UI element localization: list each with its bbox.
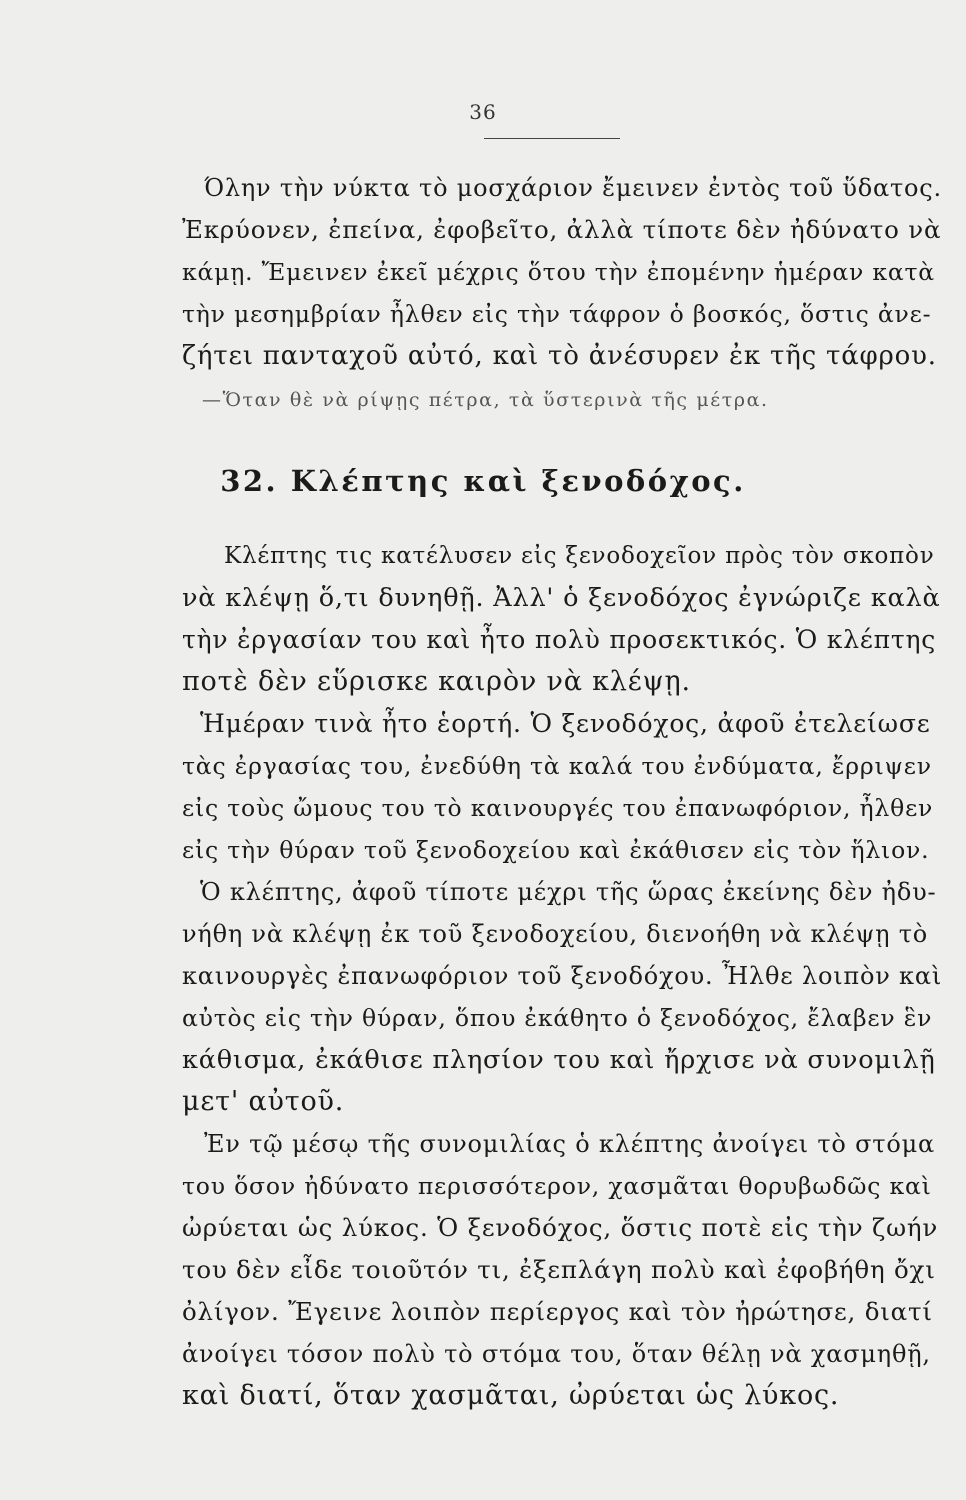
paragraph-1-line: Όλην τὴν νύκτα τὸ μοσχάριον ἔμεινεν ἐντὸς τοῦ ὕδατος. bbox=[204, 174, 942, 202]
paragraph-1-line: κάμῃ. Ἔμεινεν ἐκεῖ μέχρις ὅτου τὴν ἐπομένην ἡμέραν κατὰ bbox=[182, 258, 935, 286]
paragraph-3-line: Ἡμέραν τινὰ ἦτο ἑορτή. Ὁ ξενοδόχος, ἀφοῦ ἐτελείωσε bbox=[200, 709, 931, 738]
paragraph-4-line: μετ' αὐτοῦ. bbox=[182, 1086, 345, 1117]
page-number: 36 bbox=[469, 100, 497, 124]
paragraph-3-line: εἰς τοὺς ὤμους του τὸ καινουργές του ἐπανωφόριον, ἦλθεν bbox=[182, 794, 934, 822]
paragraph-5-line: του δὲν εἶδε τοιοῦτόν τι, ἐξεπλάγη πολὺ καὶ ἐφοβήθη ὄχι bbox=[182, 1255, 936, 1284]
paragraph-5-line: του ὅσον ἠδύνατο περισσότερον, χασμᾶται θορυβωδῶς καὶ bbox=[182, 1172, 932, 1200]
paragraph-5-line: καὶ διατί, ὅταν χασμᾶται, ὠρύεται ὡς λύκος. bbox=[182, 1380, 840, 1411]
paragraph-1-line: τὴν μεσημβρίαν ἦλθεν εἰς τὴν τάφρον ὁ βοσκός, ὅστις ἀνε- bbox=[182, 300, 932, 328]
paragraph-5-line: ἀνοίγει τόσον πολὺ τὸ στόμα του, ὅταν θέλῃ νὰ χασμηθῇ, bbox=[182, 1340, 931, 1368]
paragraph-4-line: κάθισμα, ἐκάθισε πλησίον του καὶ ἤρχισε νὰ συνομιλῇ bbox=[182, 1045, 936, 1075]
paragraph-4-line: νήθη νὰ κλέψῃ ἐκ τοῦ ξενοδοχείου, διενοήθη νὰ κλέψῃ τὸ bbox=[182, 920, 929, 948]
paragraph-5-line: ὀλίγον. Ἔγεινε λοιπὸν περίεργος καὶ τὸν ἠρώτησε, διατί bbox=[182, 1297, 933, 1326]
paragraph-2-line: Κλέπτης τις κατέλυσεν εἰς ξενοδοχεῖον πρὸς τὸν σκοπὸν bbox=[224, 543, 935, 569]
paragraph-2-line: νὰ κλέψῃ ὅ,τι δυνηθῇ. Ἀλλ' ὁ ξενοδόχος ἐγνώριζε καλὰ bbox=[182, 583, 941, 613]
paragraph-3-line: τὰς ἐργασίας του, ἐνεδύθη τὰ καλά του ἐνδύματα, ἔρριψεν bbox=[182, 752, 932, 780]
header-rule bbox=[484, 138, 620, 139]
paragraph-4-line: αὐτὸς εἰς τὴν θύραν, ὅπου ἐκάθητο ὁ ξενοδόχος, ἔλαβεν ἓν bbox=[182, 1004, 933, 1032]
paragraph-1-line: ζήτει πανταχοῦ αὐτό, καὶ τὸ ἀνέσυρεν ἐκ τῆς τάφρου. bbox=[182, 341, 937, 371]
paragraph-4-line: Ὁ κλέπτης, ἀφοῦ τίποτε μέχρι τῆς ὥρας ἐκείνης δὲν ἠδυ- bbox=[200, 878, 937, 906]
paragraph-5-line: Ἐν τῷ μέσῳ τῆς συνομιλίας ὁ κλέπτης ἀνοίγει τὸ στόμα bbox=[204, 1130, 935, 1158]
paragraph-2-line: ποτὲ δὲν εὕρισκε καιρὸν νὰ κλέψῃ. bbox=[182, 666, 691, 697]
paragraph-3-line: εἰς τὴν θύραν τοῦ ξενοδοχείου καὶ ἐκάθισεν εἰς τὸν ἥλιον. bbox=[182, 836, 930, 864]
paragraph-5-line: ὠρύεται ὡς λύκος. Ὁ ξενοδόχος, ὅστις ποτὲ εἰς τὴν ζωήν bbox=[182, 1213, 939, 1242]
paragraph-1-line: Ἐκρύονεν, ἐπείνα, ἐφοβεῖτο, ἀλλὰ τίποτε δὲν ἠδύνατο νὰ bbox=[182, 215, 942, 244]
paragraph-4-line: καινουργὲς ἐπανωφόριον τοῦ ξενοδόχου. Ἦλθε λοιπὸν καὶ bbox=[182, 962, 943, 990]
proverb: —Ὅταν θὲ νὰ ρίψῃς πέτρα, τὰ ὕστερινὰ τῆς μέτρα. bbox=[202, 389, 769, 411]
paragraph-2-line: τὴν ἐργασίαν του καὶ ἦτο πολὺ προσεκτικός. Ὁ κλέπτης bbox=[182, 625, 937, 654]
section-heading: 32. Κλέπτης καὶ ξενοδόχος. bbox=[220, 464, 746, 498]
